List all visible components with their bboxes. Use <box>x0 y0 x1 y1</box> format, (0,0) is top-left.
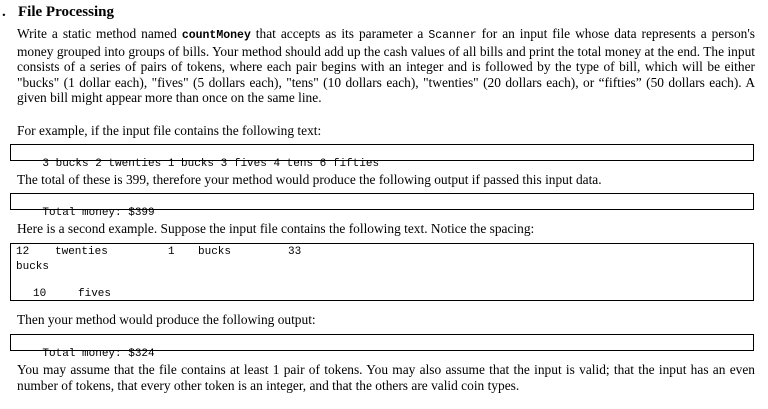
token-12: 12 <box>16 246 30 258</box>
example2-lead: Here is a second example. Suppose the input file contains the following text. Notice the spacing: <box>17 221 535 236</box>
token-10: 10 <box>33 288 47 300</box>
param-type: Scanner <box>428 29 477 42</box>
example1-input-box <box>10 144 754 170</box>
example2-result-text: Then your method would produce the following output: <box>17 312 316 327</box>
intro-text-1: Write a static method named <box>17 26 182 41</box>
intro-text-2: that accepts as its parameter a <box>250 26 429 41</box>
example2-output: Total money: $324 <box>42 348 155 360</box>
token-bucks-b: bucks <box>16 261 50 273</box>
method-name: countMoney <box>181 29 251 42</box>
token-33: 33 <box>288 246 302 258</box>
example1-lead: For example, if the input file contains the following text: <box>17 123 322 138</box>
example1-result-text: The total of these is 399, therefore your method would produce the following output if passed this input data. <box>17 172 602 187</box>
example1-output-box <box>10 193 754 219</box>
example1-input: 3 bucks 2 twenties 1 bucks 3 fives 4 tens 6 fifties <box>42 158 380 170</box>
token-bucks-a: bucks <box>198 246 232 258</box>
token-1: 1 <box>168 246 175 258</box>
example1-output: Total money: $399 <box>42 207 155 219</box>
problem-title: File Processing <box>18 4 114 20</box>
example2-output-box <box>10 334 754 360</box>
problem-heading <box>2 3 114 21</box>
intro-text-3: for an input file whose data represents a person's money grouped into groups of bills. Your method should add up the cash values of all bills and print the total money at the end. The input consists of a series of pairs of tokens, where each pair begins with an integer and is followed by the type of bill, which will be either "bucks" (1 dollar each), "fives" (5 dollars each), "tens" (10 dollars each), "twenties" (20 dollars each), or “fifties” (50 dollars each). A given bill might appear more than once on the same line. <box>17 26 756 105</box>
intro-paragraph <box>17 26 755 106</box>
problem-number: . <box>2 4 6 20</box>
assumptions-paragraph: You may assume that the file contains at least 1 pair of tokens. You may also assume that the input is valid; that the input has an even number of tokens, that every other token is an integer, and that the others are valid coin types. <box>17 362 755 393</box>
example2-input-box <box>10 243 754 301</box>
token-twenties: twenties <box>55 246 108 258</box>
token-fives: fives <box>78 288 112 300</box>
